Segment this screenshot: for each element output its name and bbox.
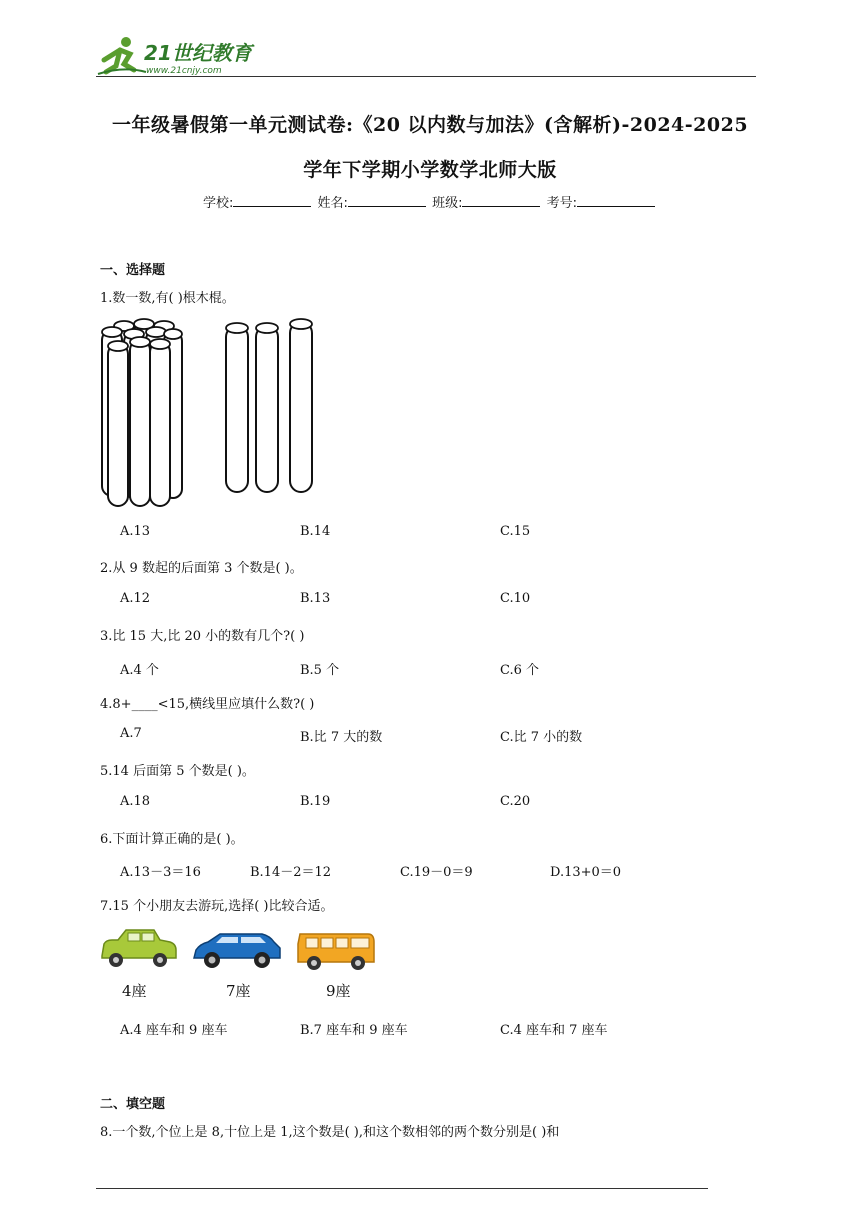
car-4-seat-icon bbox=[98, 926, 178, 972]
q6-option-a[interactable]: A.13－3＝16 bbox=[120, 865, 201, 880]
car-7-seat-icon bbox=[192, 930, 282, 972]
footer-divider bbox=[96, 1188, 708, 1189]
q7-option-b[interactable]: B.7 座车和 9 座车 bbox=[300, 1023, 408, 1038]
q3-option-c[interactable]: C.6 个 bbox=[500, 663, 540, 678]
q5-option-b[interactable]: B.19 bbox=[300, 794, 331, 809]
q6-option-b[interactable]: B.14－2＝12 bbox=[250, 865, 332, 880]
q7-option-a[interactable]: A.4 座车和 9 座车 bbox=[120, 1023, 228, 1038]
q1-option-b[interactable]: B.14 bbox=[300, 524, 331, 539]
section-heading-fill: 二、填空题 bbox=[100, 1097, 166, 1112]
question-7: 7.15 个小朋友去游玩,选择( )比较合适。 bbox=[100, 899, 334, 914]
q4-option-c[interactable]: C.比 7 小的数 bbox=[500, 730, 583, 745]
name-blank[interactable] bbox=[348, 195, 426, 207]
q1-option-c[interactable]: C.15 bbox=[500, 524, 531, 539]
svg-text:www.21cnjy.com: www.21cnjy.com bbox=[146, 66, 222, 76]
question-2: 2.从 9 数起的后面第 3 个数是( )。 bbox=[100, 561, 303, 576]
logo bbox=[94, 36, 264, 78]
car-9-seat-label: 9座 bbox=[326, 982, 351, 1000]
number-blank[interactable] bbox=[577, 195, 655, 207]
class-label: 班级: bbox=[432, 196, 463, 211]
q6-option-d[interactable]: D.13+0＝0 bbox=[550, 865, 622, 880]
school-blank[interactable] bbox=[233, 195, 311, 207]
q4-option-b[interactable]: B.比 7 大的数 bbox=[300, 730, 383, 745]
section-heading-choice: 一、选择题 bbox=[100, 263, 166, 278]
name-label: 姓名: bbox=[317, 196, 348, 211]
class-blank[interactable] bbox=[462, 195, 540, 207]
question-4: 4.8+____<15,横线里应填什么数?( ) bbox=[100, 697, 315, 712]
runner-icon bbox=[98, 37, 146, 74]
q2-option-a[interactable]: A.12 bbox=[120, 591, 151, 606]
q7-option-c[interactable]: C.4 座车和 7 座车 bbox=[500, 1023, 608, 1038]
svg-text:21世纪教育: 21世纪教育 bbox=[144, 41, 252, 65]
question-1: 1.数一数,有( )根木棍。 bbox=[100, 291, 235, 306]
student-info-line bbox=[100, 192, 760, 211]
question-5: 5.14 后面第 5 个数是( )。 bbox=[100, 764, 255, 779]
q2-option-c[interactable]: C.10 bbox=[500, 591, 531, 606]
q2-option-b[interactable]: B.13 bbox=[300, 591, 331, 606]
q3-option-a[interactable]: A.4 个 bbox=[120, 663, 159, 678]
number-label: 考号: bbox=[546, 196, 577, 211]
q3-option-b[interactable]: B.5 个 bbox=[300, 663, 340, 678]
page-title-line2: 学年下学期小学数学北师大版 bbox=[303, 159, 557, 181]
car-7-seat-label: 7座 bbox=[226, 982, 251, 1000]
question-6: 6.下面计算正确的是( )。 bbox=[100, 832, 244, 847]
header-divider bbox=[96, 76, 756, 77]
q5-option-a[interactable]: A.18 bbox=[120, 794, 151, 809]
page-title-line1: 一年级暑假第一单元测试卷:《20 以内数与加法》(含解析)-2024-2025 bbox=[111, 114, 749, 136]
car-9-seat-icon bbox=[296, 930, 376, 972]
sticks-illustration bbox=[96, 314, 326, 510]
q1-option-a[interactable]: A.13 bbox=[120, 524, 151, 539]
school-label: 学校: bbox=[203, 196, 234, 211]
question-3: 3.比 15 大,比 20 小的数有几个?( ) bbox=[100, 629, 305, 644]
q5-option-c[interactable]: C.20 bbox=[500, 794, 531, 809]
q4-option-a[interactable]: A.7 bbox=[120, 726, 142, 741]
q6-option-c[interactable]: C.19－0＝9 bbox=[400, 865, 473, 880]
question-8: 8.一个数,个位上是 8,十位上是 1,这个数是( ),和这个数相邻的两个数分别是( )和 bbox=[100, 1125, 560, 1140]
car-4-seat-label: 4座 bbox=[122, 982, 147, 1000]
